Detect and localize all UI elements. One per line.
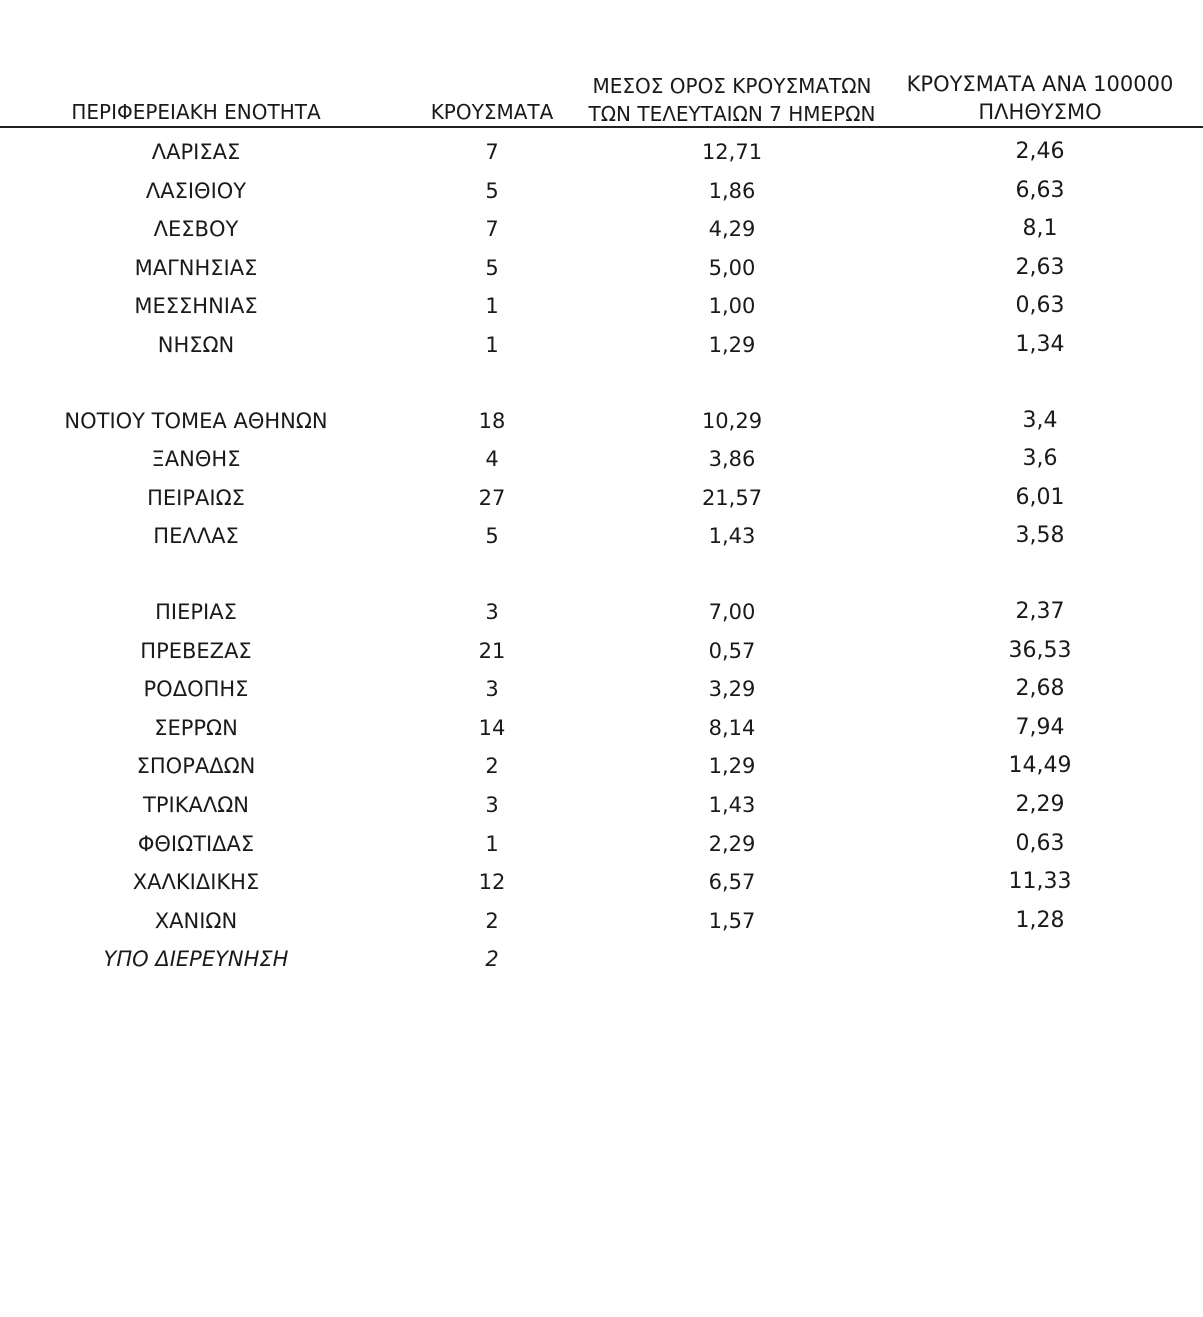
cases-cell: 2 — [485, 754, 499, 779]
cases-cell: 5 — [485, 524, 499, 549]
per-100000-cell: 0,63 — [1015, 293, 1065, 319]
average-cell: 3,29 — [708, 677, 756, 702]
average-cell: 3,86 — [708, 447, 756, 472]
table-row — [0, 172, 1203, 211]
average-cell: 1,29 — [708, 754, 756, 779]
table-row — [0, 940, 1203, 979]
per-100000-cell: 36,53 — [1008, 637, 1072, 663]
average-cell — [582, 940, 882, 979]
average-cell: 5,00 — [708, 255, 756, 280]
table-row — [0, 632, 1203, 671]
table-row — [0, 902, 1203, 941]
table-row — [0, 287, 1203, 326]
region-cell: ΦΘΙΩΤΙΔΑΣ — [137, 831, 255, 856]
per-100000-cell: 8,1 — [1022, 216, 1058, 242]
per-100000-cell: 6,01 — [1015, 484, 1065, 510]
per-100000-cell — [880, 940, 1200, 979]
cases-cell: 2 — [485, 947, 499, 972]
table-row — [0, 825, 1203, 864]
table-row — [0, 326, 1203, 365]
header-cases: ΚΡΟΥΣΜΑΤΑ — [430, 100, 554, 124]
per-100000-cell: 2,63 — [1015, 254, 1065, 280]
cases-cell: 2 — [485, 908, 499, 933]
table-row — [0, 863, 1203, 902]
region-cell: ΤΡΙΚΑΛΩΝ — [143, 792, 249, 817]
average-cell: 1,57 — [708, 908, 756, 933]
region-cell: ΧΑΛΚΙΔΙΚΗΣ — [132, 870, 260, 895]
region-cell: ΥΠΟ ΔΙΕΡΕΥΝΗΣΗ — [103, 947, 289, 972]
header-average — [582, 72, 882, 128]
region-cell: ΝΗΣΩΝ — [157, 332, 235, 357]
cases-cell: 7 — [485, 217, 499, 242]
cases-cell: 3 — [485, 599, 499, 624]
average-cell: 12,71 — [701, 140, 763, 164]
cases-cell: 1 — [485, 294, 499, 319]
table-row — [0, 440, 1203, 479]
region-cell: ΠΡΕΒΕΖΑΣ — [140, 638, 252, 663]
table-row — [0, 593, 1203, 632]
table-row — [0, 479, 1203, 518]
region-cell: ΛΑΣΙΘΙΟΥ — [145, 178, 247, 203]
average-cell: 2,29 — [708, 831, 756, 856]
per-100000-cell: 0,63 — [1015, 830, 1065, 856]
average-cell: 7,00 — [708, 599, 756, 624]
average-cell: 1,43 — [708, 792, 756, 817]
average-cell: 1,43 — [708, 524, 756, 549]
table-header — [0, 60, 1203, 128]
average-cell: 1,00 — [708, 294, 756, 319]
table-row — [0, 133, 1203, 172]
per-100000-cell: 2,29 — [1015, 791, 1065, 817]
per-100000-cell: 2,46 — [1015, 139, 1065, 164]
per-100000-cell: 2,37 — [1015, 598, 1065, 624]
table-row — [0, 709, 1203, 748]
header-per-100000 — [880, 70, 1200, 126]
header-per-line2: ΠΛΗΘΥΣΜΟ — [978, 100, 1102, 124]
region-cell: ΜΑΓΝΗΣΙΑΣ — [134, 255, 258, 280]
region-cell: ΣΕΡΡΩΝ — [154, 715, 238, 740]
cases-cell: 21 — [478, 638, 506, 663]
region-cell: ΛΑΡΙΣΑΣ — [151, 140, 241, 164]
table-row — [0, 402, 1203, 441]
cases-cell: 7 — [485, 140, 499, 164]
region-cell: ΞΑΝΘΗΣ — [151, 447, 241, 472]
cases-cell: 5 — [485, 255, 499, 280]
per-100000-cell: 3,6 — [1022, 446, 1058, 472]
per-100000-cell: 6,63 — [1015, 177, 1065, 203]
header-average-line2: ΤΩΝ ΤΕΛΕΥΤΑΙΩΝ 7 ΗΜΕΡΩΝ — [588, 102, 876, 126]
header-divider — [0, 126, 1203, 128]
per-100000-cell: 14,49 — [1008, 753, 1072, 779]
cases-cell: 1 — [485, 332, 499, 357]
header-per-line1: ΚΡΟΥΣΜΑΤΑ ΑΝΑ 100000 — [906, 72, 1174, 96]
region-cell: ΡΟΔΟΠΗΣ — [143, 677, 249, 702]
region-cell: ΣΠΟΡΑΔΩΝ — [136, 754, 256, 779]
per-100000-cell: 3,4 — [1022, 407, 1058, 433]
header-average-line1: ΜΕΣΟΣ ΟΡΟΣ ΚΡΟΥΣΜΑΤΩΝ — [592, 74, 872, 98]
cases-cell: 5 — [485, 178, 499, 203]
region-cell: ΧΑΝΙΩΝ — [154, 908, 238, 933]
per-100000-cell: 1,28 — [1015, 907, 1065, 933]
region-cell: ΛΕΣΒΟΥ — [153, 217, 239, 242]
cases-cell: 18 — [478, 408, 506, 433]
cases-cell: 27 — [478, 485, 506, 510]
cases-cell: 14 — [478, 715, 506, 740]
average-cell: 6,57 — [708, 870, 756, 895]
table-row — [0, 517, 1203, 556]
header-region: ΠΕΡΙΦΕΡΕΙΑΚΗ ΕΝΟΤΗΤΑ — [71, 100, 321, 124]
table-row — [0, 747, 1203, 786]
per-100000-cell: 1,34 — [1015, 331, 1065, 357]
average-cell: 21,57 — [701, 485, 763, 510]
cases-cell: 4 — [485, 447, 499, 472]
table-body — [0, 133, 1203, 979]
cases-cell: 3 — [485, 677, 499, 702]
average-cell: 1,86 — [708, 178, 756, 203]
table-row — [0, 210, 1203, 249]
region-cell: ΝΟΤΙΟΥ ΤΟΜΕΑ ΑΘΗΝΩΝ — [64, 408, 328, 433]
average-cell: 0,57 — [708, 638, 756, 663]
per-100000-cell: 3,58 — [1015, 523, 1065, 549]
average-cell: 8,14 — [708, 715, 756, 740]
cases-cell: 1 — [485, 831, 499, 856]
region-cell: ΠΙΕΡΙΑΣ — [155, 599, 237, 624]
table-row — [0, 249, 1203, 288]
per-100000-cell: 11,33 — [1008, 869, 1072, 895]
average-cell: 10,29 — [701, 408, 763, 433]
cases-cell: 12 — [478, 870, 506, 895]
per-100000-cell: 2,68 — [1015, 676, 1065, 702]
average-cell: 4,29 — [708, 217, 756, 242]
region-cell: ΠΕΛΛΑΣ — [153, 524, 239, 549]
table-row — [0, 670, 1203, 709]
region-cell: ΜΕΣΣΗΝΙΑΣ — [134, 294, 258, 319]
table-row — [0, 786, 1203, 825]
cases-cell: 3 — [485, 792, 499, 817]
region-cell: ΠΕΙΡΑΙΩΣ — [147, 485, 245, 510]
average-cell: 1,29 — [708, 332, 756, 357]
per-100000-cell: 7,94 — [1015, 714, 1065, 740]
